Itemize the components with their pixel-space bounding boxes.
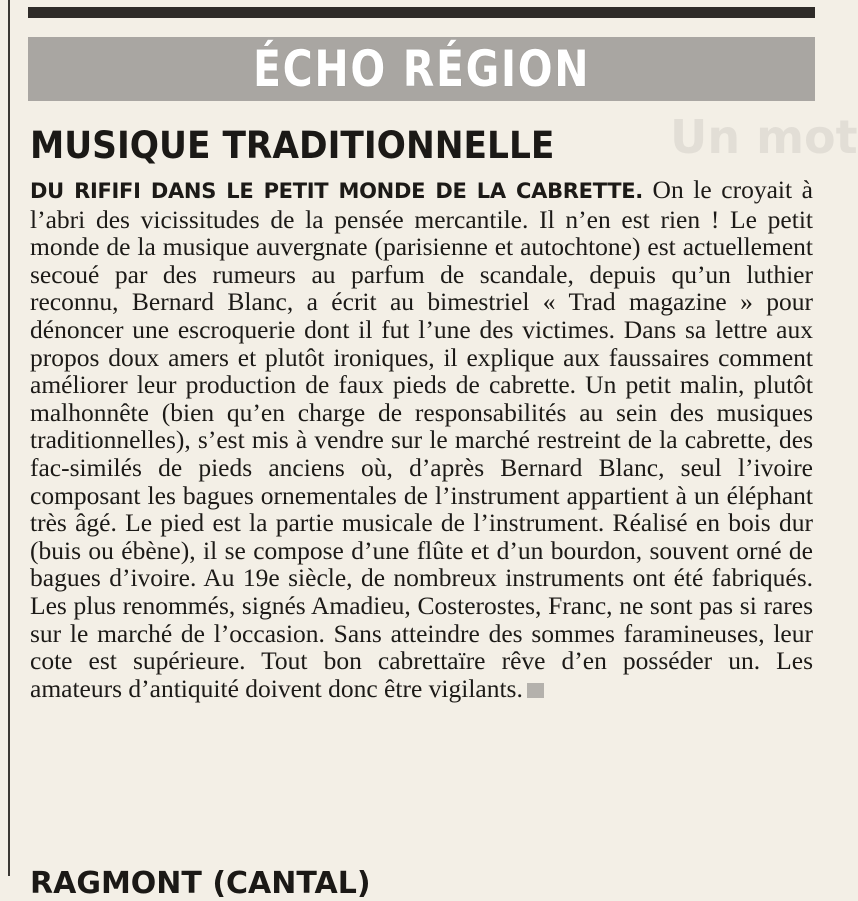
section-banner [28,37,815,101]
article-headline: DU RIFIFI DANS LE PETIT MONDE DE LA CABRETTE. [30,179,643,203]
top-rule-bar [28,7,815,18]
adjacent-headline-bleed: Un mot [670,110,858,164]
next-article-title-stub [30,864,430,901]
section-title: MUSIQUE TRADITIONNELLE [30,124,555,167]
next-article-title: RAGMONT (CANTAL) [30,866,371,901]
article-body [30,176,813,702]
end-of-article-square-icon [527,683,544,698]
column-rule-left [8,0,10,876]
article-text: On le croyait à l’abri des vicissitudes de la pensée mercantile. Il n’en est rien ! Le petit monde de la musique auvergnate (parisienne et autochtone) est actuellement secoué par des rumeurs au parfum de scandale, depuis qu’un luthier reconnu, Bernard Blanc, a écrit au bimestriel « Trad magazine » pour dénoncer une escroquerie dont il fut l’une des victimes. Dans sa lettre aux propos doux amers et plutôt ironiques, il explique aux faussaires comment améliorer leur production de faux pieds de cabrette. Un petit malin, plutôt malhonnête (bien qu’en charge de responsabilités au sein des musiques traditionnelles), s’est mis à vendre sur le marché restreint de la cabrette, des fac-similés de pieds anciens où, d’après Bernard Blanc, seul l’ivoire composant les bagues ornementales de l’instrument appartient à un éléphant très âgé. Le pied est la partie musicale de l’instrument. Réalisé en bois dur (buis ou ébène), il se compose d’une flûte et d’un bourdon, souvent orné de bagues d’ivoire. Au 19e siècle, de nombreux instruments ont été fabriqués. Les plus renommés, signés Amadieu, Costerostes, Franc, ne sont pas si rares sur le marché de l’occasion. Sans atteindre des sommes faramineuses, leur cote est supérieure. Tout bon cabrettaïre rêve d’en posséder un. Les amateurs d’antiquité doivent donc être vigilants. [30,175,813,703]
banner-title: ÉCHO RÉGION [252,40,591,98]
